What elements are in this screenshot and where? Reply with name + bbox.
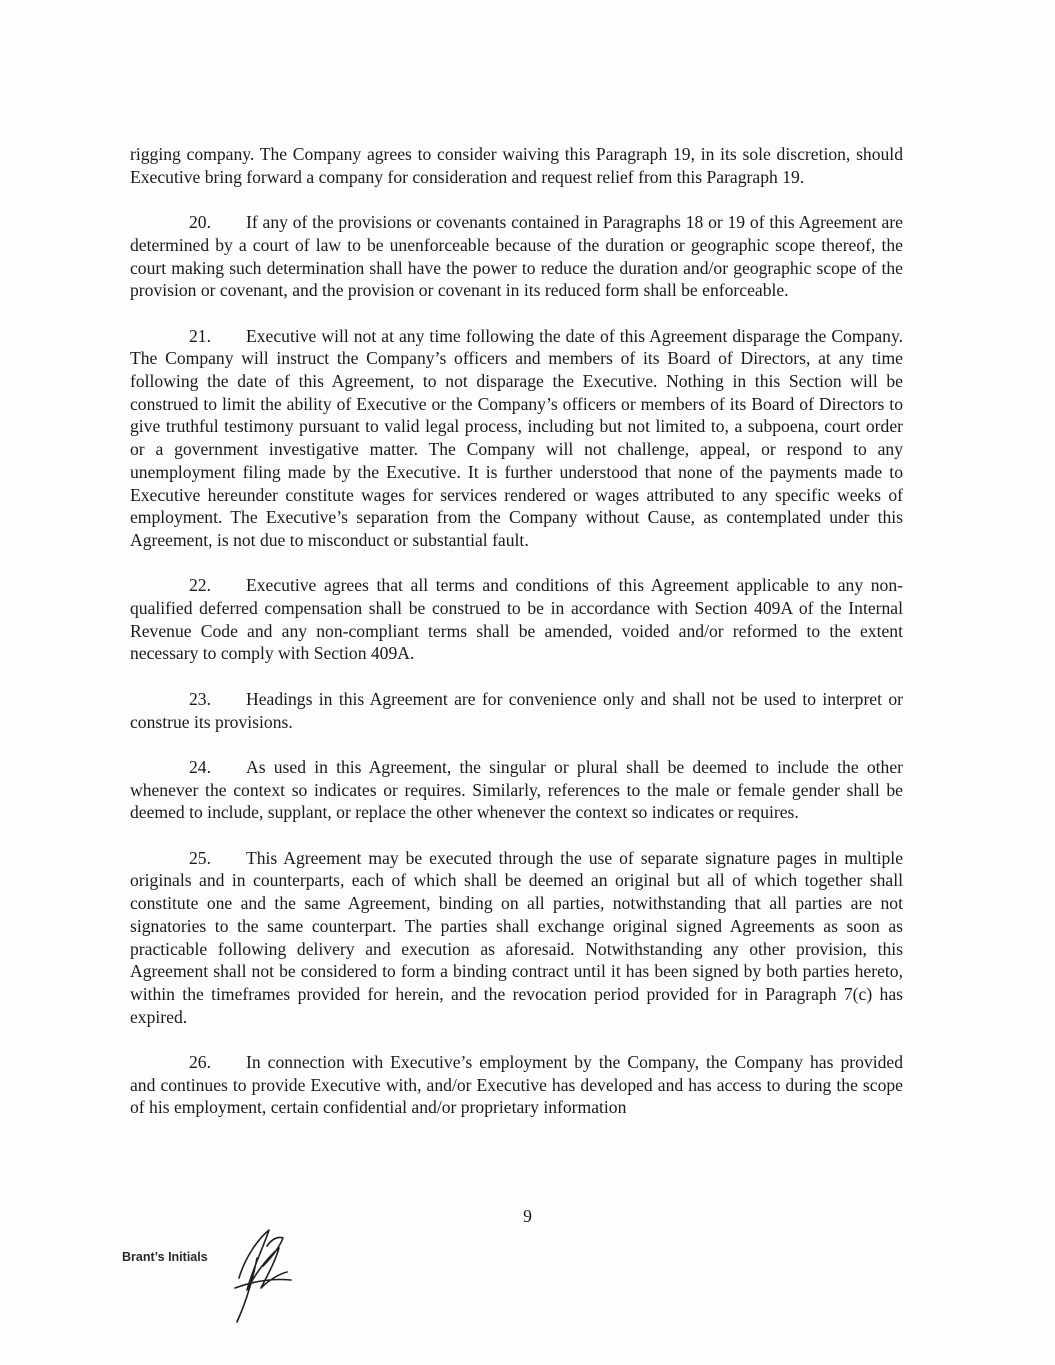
paragraph-text: As used in this Agreement, the singular or plural shall be deemed to include the other whenever the context so indicates or requires. Similarly, references to the male or female gender shall be deemed to include, supplant, or replace the other whenever the context so indicates or requires. (130, 756, 903, 823)
paragraph-number: 23. (189, 688, 211, 709)
paragraph-text: rigging company. The Company agrees to consider waiving this Paragraph 19, in its sole discretion, should Executive bring forward a company for consideration and request relief from this Paragraph 19. (130, 144, 903, 187)
paragraph-20 (130, 211, 903, 302)
paragraph-text: Executive agrees that all terms and conditions of this Agreement applicable to any non-qualified deferred compensation shall be construed to be in accordance with Section 409A of the Internal Revenue Code and any non-compliant terms shall be amended, voided and/or reformed to the extent necessary to comply with Section 409A. (130, 575, 903, 664)
paragraph-number: 24. (189, 756, 211, 777)
paragraph-number: 21. (189, 325, 211, 346)
initials-label: Brant’s Initials (122, 1250, 208, 1264)
paragraph-21 (130, 325, 903, 552)
document-body (130, 143, 903, 1142)
paragraph-22 (130, 574, 903, 665)
paragraph-text: Executive will not at any time following the date of this Agreement disparage the Company. The Company will instruct the Company’s officers and members of its Board of Directors, at any time following the date of this Agreement, to not disparage the Executive. Nothing in this Section will be construed to limit the ability of Executive or the Company’s officers or members of its Board of Directors to give truthful testimony pursuant to valid legal process, including but not limited to, a subpoena, court order or a government investigative matter. The Company will not challenge, appeal, or respond to any unemployment filing made by the Executive. It is further understood that none of the payments made to Executive hereunder constitute wages for services rendered or wages attributed to any specific weeks of employment. The Executive’s separation from the Company without Cause, as contemplated under this Agreement, is not due to misconduct or substantial fault. (130, 325, 903, 550)
paragraph-24 (130, 756, 903, 824)
paragraph-text: This Agreement may be executed through the use of separate signature pages in multiple originals and in counterparts, each of which shall be deemed an original but all of which together shall constitute one and the same Agreement, binding on all parties, notwithstanding that all parties are not signatories to the same counterpart. The parties shall exchange original signed Agreements as soon as practicable following delivery and execution as aforesaid. Notwithstanding any other provision, this Agreement shall not be considered to form a binding contract until it has been signed by both parties hereto, within the timeframes provided for herein, and the revocation period provided for in Paragraph 7(c) has expired. (130, 847, 903, 1027)
paragraph-23 (130, 688, 903, 733)
paragraph-text: In connection with Executive’s employment by the Company, the Company has provided and continues to provide Executive with, and/or Executive has developed and has access to during the scope of his employment, certain confidential and/or proprietary information (130, 1052, 903, 1118)
paragraph-number: 20. (189, 212, 211, 233)
paragraph-text: If any of the provisions or covenants contained in Paragraphs 18 or 19 of this Agreement are determined by a court of law to be unenforceable because of the duration or geographic scope thereof, the court making such determination shall have the power to reduce the duration and/or geographic scope of the provision or covenant, and the provision or covenant in its reduced form shall be enforceable. (130, 212, 903, 301)
paragraph-number: 26. (189, 1052, 211, 1073)
page-number: 9 (523, 1206, 532, 1226)
paragraph-19-continued (130, 143, 903, 188)
paragraph-number: 22. (189, 575, 211, 596)
paragraph-25 (130, 847, 903, 1029)
initials-block (122, 1240, 342, 1340)
paragraph-number: 25. (189, 847, 211, 868)
paragraph-26 (130, 1051, 903, 1119)
handwritten-initials-signature (217, 1218, 297, 1328)
paragraph-text: Headings in this Agreement are for convenience only and shall not be used to interpret or construe its provisions. (130, 688, 903, 732)
